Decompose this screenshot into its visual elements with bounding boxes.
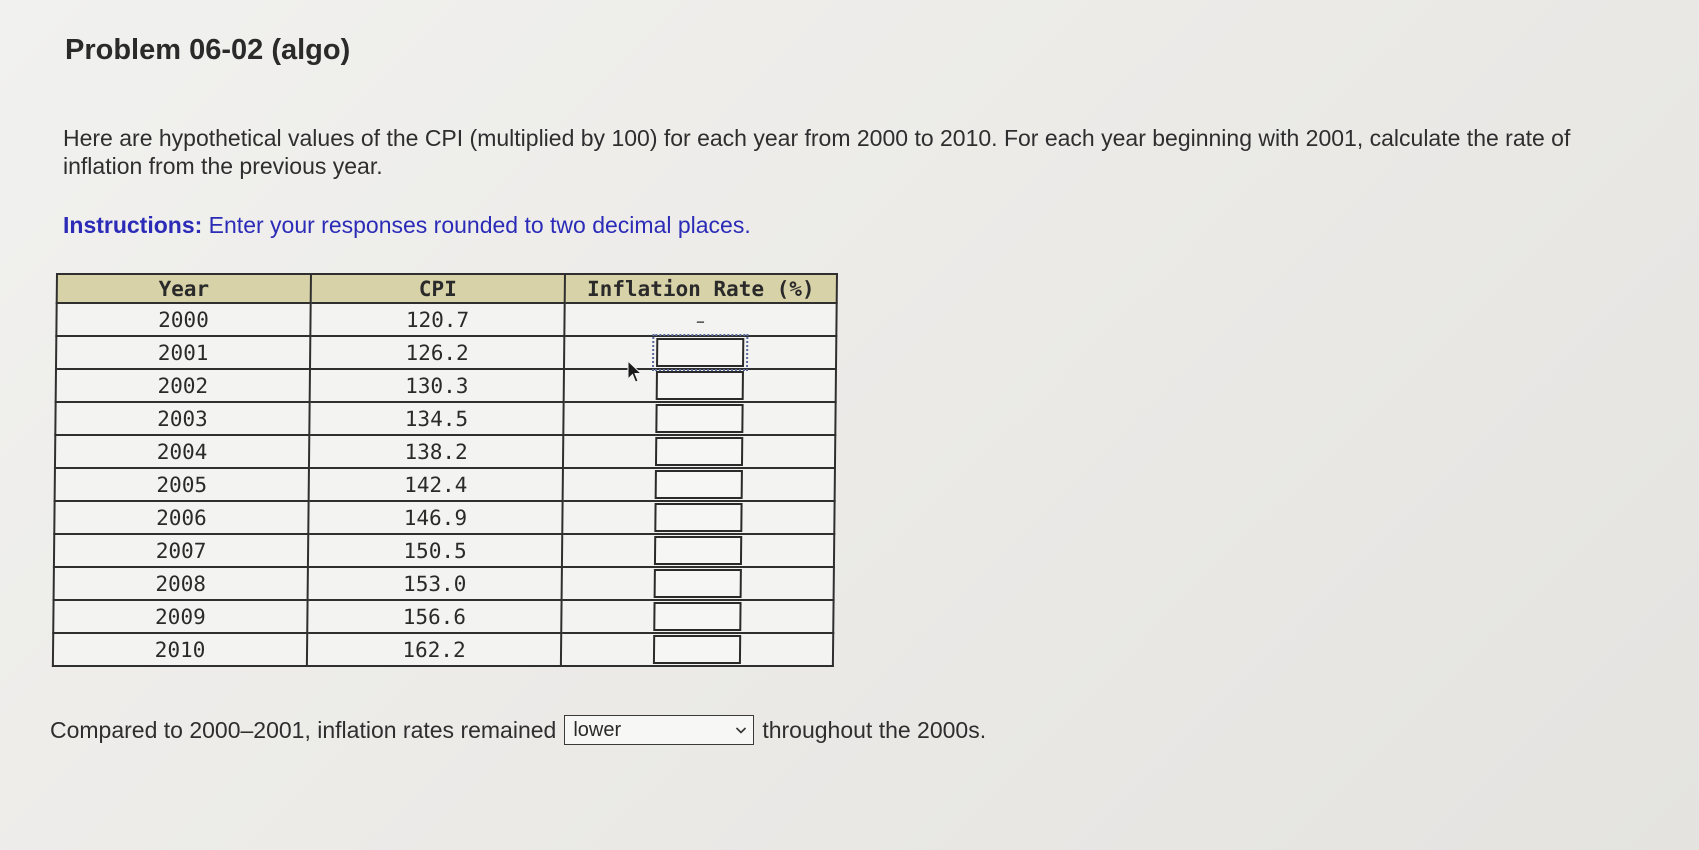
rate-cell: [561, 600, 833, 633]
year-cell: 2003: [55, 402, 309, 435]
year-cell: 2010: [53, 633, 307, 666]
inflation-rate-input-2006[interactable]: [654, 503, 742, 532]
inflation-table-wrap: [52, 273, 838, 667]
table-row: [53, 633, 833, 666]
inflation-rate-input-2004[interactable]: [655, 437, 743, 466]
cpi-cell: 162.2: [307, 633, 561, 666]
year-cell: 2009: [53, 600, 307, 633]
header-year: Year: [57, 274, 311, 303]
rate-cell: [561, 633, 833, 666]
table-header-row: [57, 274, 837, 303]
header-inflation-rate: Inflation Rate (%): [565, 274, 837, 303]
cpi-cell: 142.4: [309, 468, 563, 501]
cpi-cell: 138.2: [309, 435, 563, 468]
cpi-cell: 153.0: [308, 567, 562, 600]
cpi-cell: 146.9: [308, 501, 562, 534]
year-cell: 2007: [54, 534, 308, 567]
table-row: [55, 435, 835, 468]
inflation-rate-input-2008[interactable]: [654, 569, 742, 598]
inflation-rate-input-2007[interactable]: [654, 536, 742, 565]
cpi-cell: 126.2: [310, 336, 564, 369]
rate-cell: [563, 402, 835, 435]
inflation-rate-input-2001[interactable]: [656, 338, 744, 367]
table-row: [55, 468, 835, 501]
table-row: [56, 303, 836, 336]
rate-cell: [564, 369, 836, 402]
instructions-label: Instructions:: [63, 212, 203, 238]
page-title: Problem 06-02 (algo): [65, 34, 351, 66]
inflation-table: [52, 273, 838, 667]
header-cpi: CPI: [311, 274, 565, 303]
inflation-rate-input-2009[interactable]: [653, 602, 741, 631]
inflation-rate-input-2002[interactable]: [656, 371, 744, 400]
cpi-cell: 150.5: [308, 534, 562, 567]
instructions-text: Enter your responses rounded to two decimal places.: [202, 212, 751, 238]
comparison-text-before: Compared to 2000–2001, inflation rates remained: [50, 716, 557, 743]
rate-cell-empty: [564, 303, 836, 336]
comparison-sentence: [50, 715, 986, 745]
select-value: lower: [573, 718, 622, 741]
rate-cell: [564, 336, 836, 369]
rate-cell: [563, 435, 835, 468]
inflation-trend-select[interactable]: [564, 715, 754, 745]
inflation-rate-input-2005[interactable]: [655, 470, 743, 499]
comparison-text-after: throughout the 2000s.: [762, 716, 987, 743]
year-cell: 2004: [55, 435, 309, 468]
instructions: [63, 212, 751, 239]
mouse-pointer-icon: [627, 360, 643, 384]
table-row: [56, 369, 836, 402]
year-cell: 2000: [56, 303, 310, 336]
rate-cell: [562, 501, 834, 534]
chevron-down-icon: [735, 724, 747, 736]
cpi-cell: 120.7: [310, 303, 564, 336]
inflation-rate-input-2010[interactable]: [653, 635, 741, 664]
table-row: [54, 534, 834, 567]
year-cell: 2008: [54, 567, 308, 600]
year-cell: 2006: [54, 501, 308, 534]
problem-prompt: Here are hypothetical values of the CPI (multiplied by 100) for each year from 2000 to 2010. For each year beginning with 2001, calculate the rate of inflation from the previous year.: [63, 125, 1571, 179]
cpi-cell: 156.6: [307, 600, 561, 633]
rate-cell: [562, 567, 834, 600]
year-cell: 2005: [55, 468, 309, 501]
cpi-cell: 130.3: [310, 369, 564, 402]
table-row: [53, 600, 833, 633]
rate-cell: [563, 468, 835, 501]
table-row: [54, 501, 834, 534]
cpi-cell: 134.5: [309, 402, 563, 435]
table-row: [55, 402, 835, 435]
table-row: [54, 567, 834, 600]
rate-cell: [562, 534, 834, 567]
table-row: [56, 336, 836, 369]
year-cell: 2002: [56, 369, 310, 402]
rate-dash: –: [695, 310, 706, 332]
year-cell: 2001: [56, 336, 310, 369]
inflation-rate-input-2003[interactable]: [655, 404, 743, 433]
